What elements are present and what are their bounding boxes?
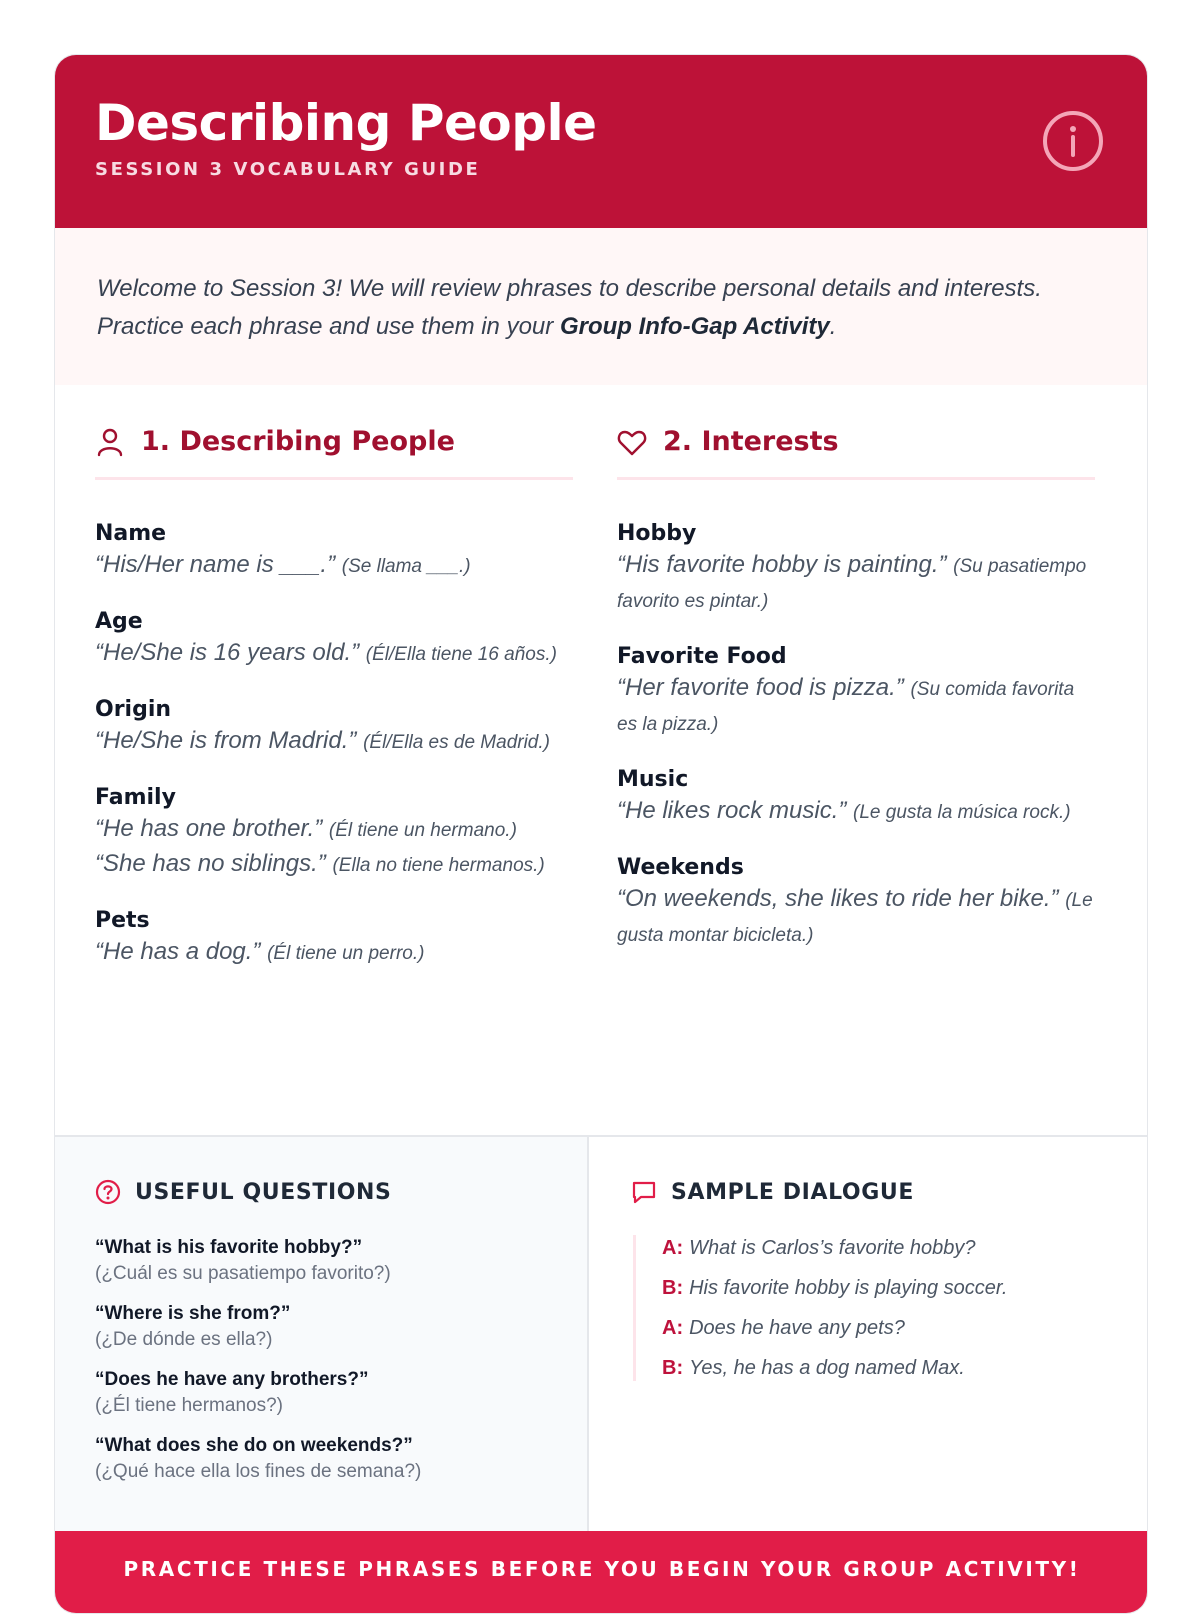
vocab-entry — [617, 854, 1095, 952]
example-translation: (Se llama ___.) — [341, 556, 471, 577]
vocab-entry — [95, 784, 573, 882]
question-circle-icon — [95, 1179, 121, 1205]
example-translation: (Él tiene un perro.) — [267, 943, 425, 964]
section-interests — [617, 423, 1095, 977]
dialogue-text: Yes, he has a dog named Max. — [689, 1357, 965, 1379]
info-icon[interactable] — [1041, 109, 1105, 173]
vocab-term: Weekends — [617, 855, 744, 880]
dialogue-text: What is Carlos’s favorite hobby? — [689, 1237, 976, 1259]
example-english: “She has no siblings.” — [95, 850, 326, 877]
example-translation: (Él/Ella es de Madrid.) — [363, 732, 550, 753]
dialogue-line — [662, 1315, 1148, 1341]
section-header — [95, 423, 573, 480]
vocab-term: Age — [95, 609, 143, 634]
vocab-term: Family — [95, 785, 176, 810]
example-phrase — [617, 548, 1095, 618]
vocab-term: Pets — [95, 908, 150, 933]
dialogue-speaker: A: — [662, 1237, 684, 1259]
dialogue-speaker: B: — [662, 1277, 684, 1299]
dialogue-speaker: B: — [662, 1357, 684, 1379]
user-icon — [95, 427, 125, 457]
example-phrase — [95, 724, 573, 759]
vocab-entry — [95, 608, 573, 671]
example-phrase — [617, 671, 1095, 741]
section-title: 1. Describing People — [141, 426, 455, 457]
question-english: “Does he have any brothers?” — [95, 1369, 369, 1390]
question-english: “What is his favorite hobby?” — [95, 1237, 363, 1258]
example-phrase — [95, 548, 573, 583]
dialogue-line — [662, 1355, 1148, 1381]
dialogue-line — [662, 1275, 1148, 1301]
example-english: “Her favorite food is pizza.” — [617, 674, 904, 701]
page-title: Describing People — [95, 94, 597, 152]
vocab-term: Origin — [95, 697, 172, 722]
dialogue-lines — [633, 1235, 1148, 1381]
bottom-panels — [55, 1135, 1148, 1531]
header — [55, 55, 1147, 228]
section-header — [617, 423, 1095, 480]
question-item — [95, 1367, 587, 1419]
panel-header — [95, 1179, 587, 1205]
dialogue-line — [662, 1235, 1148, 1261]
example-translation: (Le gusta montar bicicleta.) — [617, 890, 1093, 946]
heart-icon — [617, 427, 647, 457]
question-list — [95, 1235, 587, 1485]
example-english: “His/Her name is ___.” — [95, 551, 336, 578]
vocabulary-card — [54, 54, 1148, 1614]
example-translation: (Su comida favorita es la pizza.) — [617, 679, 1075, 735]
page-subtitle: SESSION 3 VOCABULARY GUIDE — [95, 159, 481, 180]
vocab-term: Music — [617, 767, 689, 792]
question-item — [95, 1235, 587, 1287]
example-phrase — [617, 794, 1095, 829]
section-describing-people — [95, 423, 573, 995]
example-english: “He/She is 16 years old.” — [95, 639, 360, 666]
intro-text — [55, 228, 1147, 385]
entry-list — [95, 480, 573, 970]
question-item — [95, 1301, 587, 1353]
useful-questions-panel — [55, 1137, 589, 1533]
example-phrase — [617, 882, 1095, 952]
panel-header — [631, 1179, 1148, 1205]
example-phrase — [95, 636, 573, 671]
dialogue-speaker: A: — [662, 1317, 684, 1339]
intro-text-main: Welcome to Session 3! We will review phrases to describe personal details and interests. Practice each phrase and use them in your — [97, 275, 1042, 340]
intro-text-bold: Group Info-Gap Activity — [559, 313, 830, 340]
vocab-entry — [617, 643, 1095, 741]
example-english: “He likes rock music.” — [617, 797, 847, 824]
example-phrase — [95, 935, 573, 970]
entry-list — [617, 480, 1095, 952]
question-item — [95, 1433, 587, 1485]
vocab-entry — [617, 520, 1095, 618]
sample-dialogue-panel — [591, 1137, 1148, 1533]
question-english: “What does she do on weekends?” — [95, 1435, 413, 1456]
example-translation: (Ella no tiene hermanos.) — [332, 855, 545, 876]
vocab-entry — [617, 766, 1095, 829]
example-english: “He/She is from Madrid.” — [95, 727, 357, 754]
question-spanish: (¿De dónde es ella?) — [95, 1329, 273, 1350]
section-title: 2. Interests — [663, 426, 839, 457]
panel-title: USEFUL QUESTIONS — [135, 1179, 392, 1205]
vocabulary-columns — [55, 385, 1147, 1130]
example-translation: (Él/Ella tiene 16 años.) — [365, 644, 557, 665]
example-phrase — [95, 812, 573, 847]
example-english: “On weekends, she likes to ride her bike.” — [617, 885, 1059, 912]
vocab-term: Hobby — [617, 521, 697, 546]
example-english: “His favorite hobby is painting.” — [617, 551, 947, 578]
footer-banner: PRACTICE THESE PHRASES BEFORE YOU BEGIN YOUR GROUP ACTIVITY! — [55, 1531, 1148, 1614]
intro-text-end: . — [829, 313, 837, 340]
question-english: “Where is she from?” — [95, 1303, 291, 1324]
question-spanish: (¿Qué hace ella los fines de semana?) — [95, 1461, 422, 1482]
panel-title: SAMPLE DIALOGUE — [671, 1179, 914, 1205]
example-english: “He has one brother.” — [95, 815, 323, 842]
vocab-entry — [95, 696, 573, 759]
chat-bubble-icon — [631, 1179, 657, 1205]
vocab-entry — [95, 907, 573, 970]
vocab-term: Favorite Food — [617, 644, 787, 669]
example-english: “He has a dog.” — [95, 938, 261, 965]
example-phrase — [95, 847, 573, 882]
dialogue-text: His favorite hobby is playing soccer. — [689, 1277, 1008, 1299]
example-translation: (Su pasatiempo favorito es pintar.) — [617, 556, 1087, 612]
dialogue-text: Does he have any pets? — [689, 1317, 905, 1339]
example-translation: (Él tiene un hermano.) — [328, 820, 517, 841]
vocab-entry — [95, 520, 573, 583]
question-spanish: (¿Cuál es su pasatiempo favorito?) — [95, 1263, 391, 1284]
vocab-term: Name — [95, 521, 167, 546]
question-spanish: (¿Él tiene hermanos?) — [95, 1395, 283, 1416]
example-translation: (Le gusta la música rock.) — [853, 802, 1071, 823]
